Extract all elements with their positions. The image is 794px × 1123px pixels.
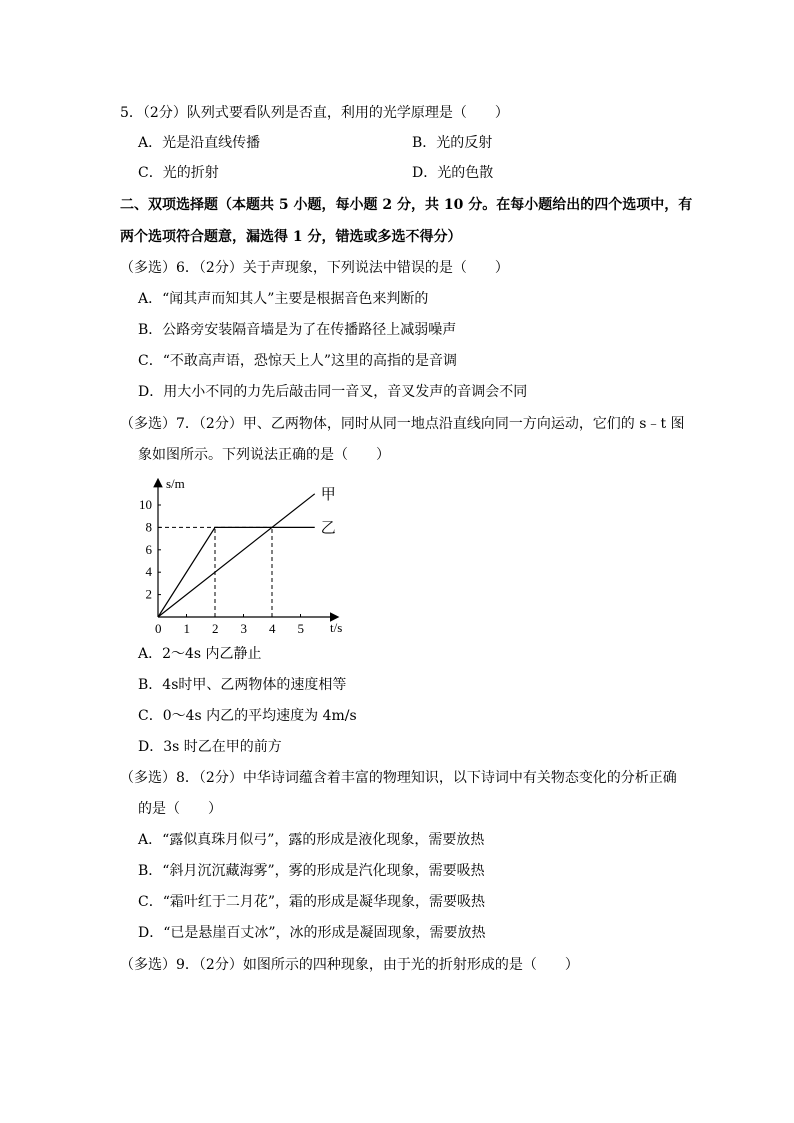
q7-stem-line2: 象如图所示。下列说法正确的是（ ） (138, 447, 390, 463)
q5-option-d: D．光的色散 (412, 165, 494, 181)
q8-stem-line2: 的是（ ） (138, 801, 222, 817)
q5-option-a: A．光是沿直线传播 (138, 135, 261, 151)
series-label: 乙 (320, 520, 336, 537)
q8-stem-line1: （多选）8．（2分）中华诗词蕴含着丰富的物理知识，以下诗词中有关物态变化的分析正确 (120, 770, 677, 786)
series-line (158, 527, 315, 617)
y-axis-label: s/m (166, 476, 185, 491)
y-tick-label: 2 (145, 586, 152, 602)
q7-option-b: B．4s时甲、乙两物体的速度相等 (138, 677, 347, 693)
series-line (158, 494, 315, 617)
q6-option-b: B．公路旁安装隔音墙是为了在传播路径上减弱噪声 (138, 322, 457, 338)
x-tick-label: 5 (297, 621, 304, 636)
q6-option-d: D．用大小不同的力先后敲击同一音叉，音叉发声的音调会不同 (138, 384, 528, 400)
q6-stem: （多选）6．（2分）关于声现象，下列说法中错误的是（ ） (120, 260, 509, 276)
y-tick-label: 6 (145, 541, 152, 557)
y-tick-label: 4 (145, 564, 152, 580)
y-tick-label: 10 (139, 497, 152, 512)
section2-heading-line1: 二、双项选择题（本题共 5 小题，每小题 2 分，共 10 分。在每小题给出的四个选项中，有 (120, 197, 693, 213)
chart-series (158, 486, 336, 617)
x-tick-label: 2 (212, 621, 219, 636)
q8-option-a: A．“露似真珠月似弓”，露的形成是液化现象，需要放热 (138, 832, 485, 848)
q5-option-b: B．光的反射 (412, 135, 493, 151)
q9-stem: （多选）9．（2分）如图所示的四种现象，由于光的折射形成的是（ ） (120, 957, 579, 973)
x-tick-label: 4 (269, 621, 276, 636)
series-label: 甲 (320, 486, 336, 503)
y-tick-label: 8 (145, 519, 152, 535)
q8-option-c: C．“霜叶红于二月花”，霜的形成是凝华现象，需要吸热 (138, 894, 486, 910)
q6-option-c: C．“不敢高声语，恐惊天上人”这里的高指的是音调 (138, 353, 458, 369)
st-graph (130, 472, 360, 642)
section2-heading-line2: 两个选项符合题意，漏选得 1 分，错选或多选不得分） (120, 229, 462, 245)
q7-option-d: D．3s 时乙在甲的前方 (138, 739, 282, 755)
x-tick-label: 3 (240, 621, 247, 636)
q7-option-a: A．2～4s 内乙静止 (138, 646, 262, 662)
x-tick-label: 0 (155, 621, 162, 636)
q8-option-b: B．“斜月沉沉藏海雾”，雾的形成是汽化现象，需要吸热 (138, 863, 485, 879)
q6-option-a: A．“闻其声而知其人”主要是根据音色来判断的 (138, 291, 429, 307)
x-tick-label: 1 (183, 621, 190, 636)
x-axis-label: t/s (330, 620, 343, 635)
q7-option-c: C．0～4s 内乙的平均速度为 4m/s (138, 708, 357, 724)
q8-option-d: D．“已是悬崖百丈冰”，冰的形成是凝固现象，需要放热 (138, 925, 486, 941)
q7-stem-line1: （多选）7．（2分）甲、乙两物体，同时从同一地点沿直线向同一方向运动，它们的 s﹣t 图 (120, 416, 685, 432)
q5-stem: 5．（2分）队列式要看队列是否直，利用的光学原理是（ ） (120, 105, 509, 121)
q5-option-c: C．光的折射 (138, 165, 219, 181)
